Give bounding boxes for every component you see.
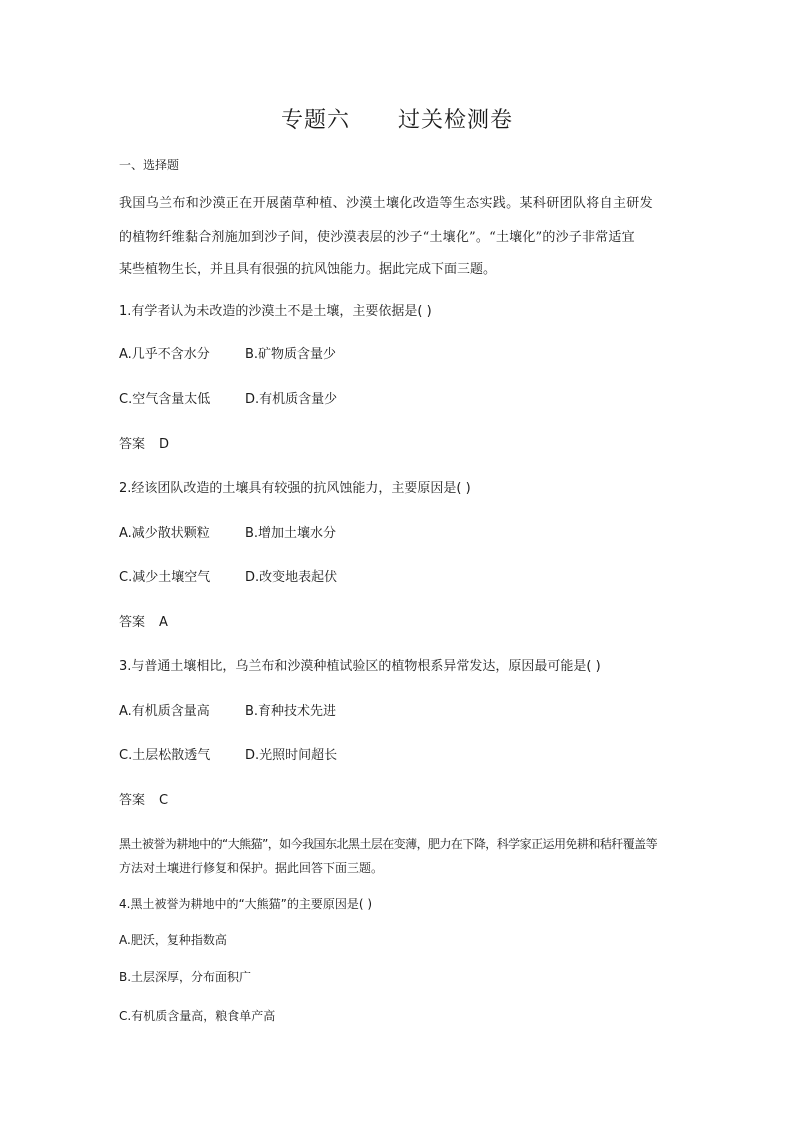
question-2-stem: 2.经该团队改造的土壤具有较强的抗风蚀能力，主要原因是( ) bbox=[119, 481, 471, 496]
question-1-option-b: B.矿物质含量少 bbox=[245, 347, 337, 362]
answer-value: D bbox=[159, 437, 170, 452]
question-1-option-d: D.有机质含量少 bbox=[245, 392, 338, 407]
question-3-options-row-2 bbox=[119, 748, 599, 764]
question-2-options-row-1 bbox=[119, 526, 599, 542]
question-1-option-a: A.几乎不含水分 bbox=[119, 347, 210, 362]
question-2-option-b: B.增加土壤水分 bbox=[245, 526, 337, 541]
question-2-option-c: C.减少土壤空气 bbox=[119, 570, 211, 585]
question-4-option-c: C.有机质含量高，粮食单产高 bbox=[119, 1009, 276, 1023]
question-3-option-a: A.有机质含量高 bbox=[119, 704, 210, 719]
question-4-stem: 4.黑土被誉为耕地中的“大熊猫”的主要原因是( ) bbox=[119, 897, 373, 911]
question-4-option-b: B.土层深厚，分布面积广 bbox=[119, 970, 252, 984]
passage1-line-3: 某些植物生长，并且具有很强的抗风蚀能力。据此完成下面三题。 bbox=[119, 262, 497, 277]
question-2-options-row-2 bbox=[119, 570, 599, 586]
question-1-options-row-2 bbox=[119, 392, 599, 408]
question-3-option-b: B.育种技术先进 bbox=[245, 704, 337, 719]
page-title: 专题六 过关检测卷 bbox=[281, 108, 513, 133]
question-3-answer bbox=[119, 793, 168, 809]
question-1-answer bbox=[119, 437, 169, 453]
question-2-option-a: A.减少散状颗粒 bbox=[119, 526, 210, 541]
answer-label: 答案 bbox=[119, 615, 146, 630]
question-3-options-row-1 bbox=[119, 704, 599, 720]
question-2-answer bbox=[119, 615, 168, 631]
question-1-options-row-1 bbox=[119, 347, 599, 363]
passage2-line-1: 黑土被誉为耕地中的“大熊猫”，如今我国东北黑土层在变薄，肥力在下降，科学家正运用免耕和秸秆覆盖等 bbox=[119, 837, 658, 851]
question-3-stem: 3.与普通土壤相比，乌兰布和沙漠种植试验区的植物根系异常发达，原因最可能是( ) bbox=[119, 659, 601, 674]
answer-label: 答案 bbox=[119, 793, 146, 808]
question-3-option-c: C.土层松散透气 bbox=[119, 748, 211, 763]
passage1-line-2: 的植物纤维黏合剂施加到沙子间，使沙漠表层的沙子“土壤化”。“土壤化”的沙子非常适宜 bbox=[119, 230, 635, 245]
answer-value: C bbox=[159, 793, 169, 808]
question-2-option-d: D.改变地表起伏 bbox=[245, 570, 338, 585]
question-1-option-c: C.空气含量太低 bbox=[119, 392, 211, 407]
answer-value: A bbox=[159, 615, 168, 630]
question-4-option-a: A.肥沃，复种指数高 bbox=[119, 933, 227, 947]
question-1-stem: 1.有学者认为未改造的沙漠土不是土壤，主要依据是( ) bbox=[119, 304, 432, 319]
passage2-line-2: 方法对土壤进行修复和保护。据此回答下面三题。 bbox=[119, 861, 384, 875]
passage1-line-1: 我国乌兰布和沙漠正在开展菌草种植、沙漠土壤化改造等生态实践。某科研团队将自主研发 bbox=[119, 196, 654, 211]
section-heading: 一、选择题 bbox=[119, 158, 180, 172]
question-3-option-d: D.光照时间超长 bbox=[245, 748, 338, 763]
answer-label: 答案 bbox=[119, 437, 146, 452]
